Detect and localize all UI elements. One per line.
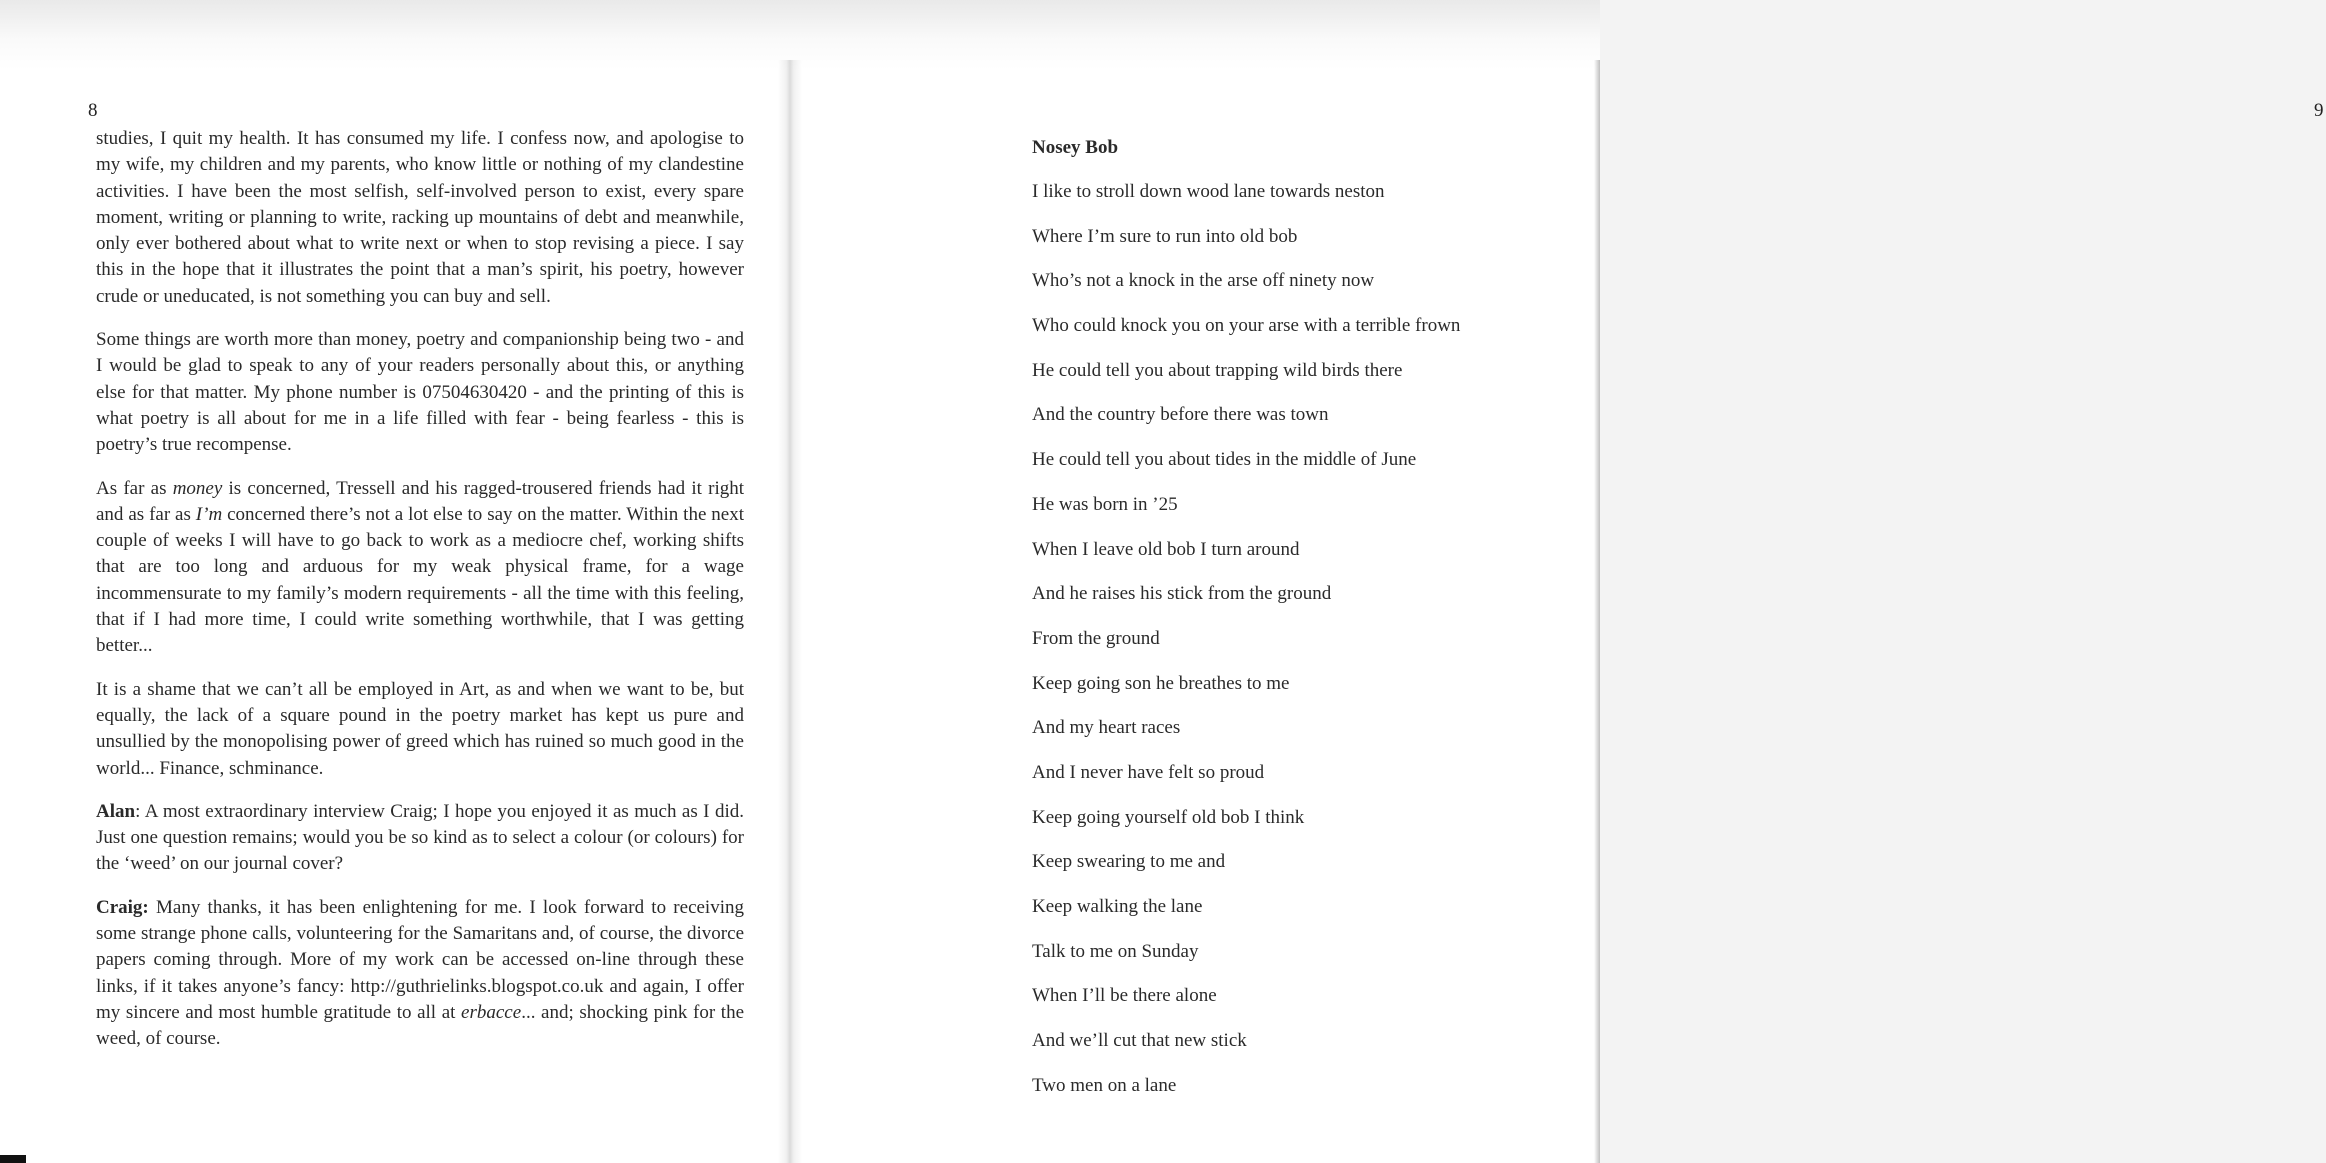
poem-line: Keep going son he breathes to me bbox=[1032, 672, 1290, 694]
poem-line: From the ground bbox=[1032, 627, 1160, 649]
poem-line: He was born in ’25 bbox=[1032, 493, 1178, 515]
paragraph-3-text-b: is concerned, Tressell and his ragged-trousered friends had it right and as far as bbox=[96, 477, 745, 525]
poem-line: Keep going yourself old bob I think bbox=[1032, 806, 1305, 828]
speaker-alan: Alan bbox=[96, 800, 136, 822]
speaker-craig: Craig: bbox=[96, 896, 149, 918]
poem-line: I like to stroll down wood lane towards neston bbox=[1032, 181, 1385, 202]
italic-erbacce: erbacce bbox=[461, 1001, 522, 1023]
paragraph-3-text-a: As far as bbox=[96, 477, 173, 499]
poem-line: When I leave old bob I turn around bbox=[1032, 538, 1300, 560]
poem-line: Keep walking the lane bbox=[1032, 896, 1203, 917]
paragraph-1: studies, I quit my health. It has consumed my life. I confess now, and apologise to my wife, my children and my parents, who know little or nothing of my clandestine activities. I have been the most selfish, self-involved person to exist, every spare moment, writing or planning to write, racking up mountains of debt and meanwhile, only ever bothered about what to write next or when to stop revising a piece. I say this in the hope that it illustrates the point that a man’s spirit, his poetry, however crude or uneducated, is not something you can buy and sell. bbox=[96, 128, 744, 307]
page-number-right: 9 bbox=[2314, 100, 2324, 121]
interview-text bbox=[96, 126, 744, 1070]
italic-im: I’m bbox=[195, 503, 223, 525]
poem-line: Who could knock you on your arse with a terrible frown bbox=[1032, 315, 1461, 337]
paragraph-3-text-c: concerned there’s not a lot else to say on the matter. Within the next couple of weeks I will have to go back to work as a mediocre chef, working shifts that are too long and arduous for my weak physical frame, for a wage incommensurate to my family’s modern requirements - all the time with this feeling, that if I had more time, I could write something worthwhile, that I was getting better... bbox=[96, 503, 744, 657]
paragraph-craig bbox=[96, 895, 744, 1053]
poem-line: Keep swearing to me and bbox=[1032, 851, 1226, 873]
poem-line: Two men on a lane bbox=[1032, 1074, 1177, 1096]
page-edge-shadow bbox=[1594, 60, 1600, 1163]
poem-line: And we’ll cut that new stick bbox=[1032, 1030, 1247, 1052]
craig-answer-a: Many thanks, it has been enlightening for me. I look forward to receiving some strange phone calls, volunteering for the Samaritans and, of course, the divorce papers coming through. More of my work can be accessed on-line through these links, if it takes anyone’s fancy: http://guthrielinks.blogspot.co.uk and again, I offer my sincere and most humble gratitude to all at bbox=[96, 896, 744, 1023]
poem-line: Who’s not a knock in the arse off ninety now bbox=[1032, 270, 1375, 292]
poem-title: Nosey Bob bbox=[1032, 137, 1119, 158]
paragraph-2: Some things are worth more than money, poetry and companionship being two - and I would be glad to speak to any of your readers personally about this, or anything else for that matter. My phone number is 07504630420 - and the printing of this is what poetry is all about for me in a life filled with fear - being fearless - this is poetry’s true recompense. bbox=[96, 329, 744, 456]
paragraph-4: It is a shame that we can’t all be employed in Art, as and when we want to be, but equally, the lack of a square pound in the poetry market has kept us pure and unsullied by the monopolising power of greed which has ruined so much good in the world... Finance, schminance. bbox=[96, 678, 744, 779]
scan-corner-mark bbox=[0, 1155, 26, 1163]
poem-lines bbox=[1032, 178, 1552, 1116]
poem-line: And I never have felt so proud bbox=[1032, 761, 1265, 783]
poem bbox=[1032, 134, 1552, 1116]
paragraph-alan bbox=[96, 799, 744, 878]
left-page bbox=[0, 0, 795, 1163]
poem-line: He could tell you about trapping wild birds there bbox=[1032, 359, 1403, 381]
page-number-left: 8 bbox=[88, 100, 98, 121]
poem-line: Where I’m sure to run into old bob bbox=[1032, 225, 1298, 247]
paragraph-3 bbox=[96, 476, 744, 660]
italic-money: money bbox=[172, 477, 223, 499]
craig-answer-b: ... and; shocking pink for the weed, of course. bbox=[96, 1001, 744, 1050]
poem-line: Talk to me on Sunday bbox=[1032, 940, 1199, 962]
poem-line: And the country before there was town bbox=[1032, 404, 1329, 426]
poem-line: He could tell you about tides in the middle of June bbox=[1032, 449, 1417, 471]
poem-line: When I’ll be there alone bbox=[1032, 985, 1217, 1007]
poem-line: And he raises his stick from the ground bbox=[1032, 583, 1332, 605]
poem-line: And my heart races bbox=[1032, 717, 1181, 739]
alan-question: : A most extraordinary interview Craig; I hope you enjoyed it as much as I did. Just one question remains; would you be so kind as to select a colour (or colours) for the ‘weed’ on our journal cover? bbox=[96, 800, 744, 875]
